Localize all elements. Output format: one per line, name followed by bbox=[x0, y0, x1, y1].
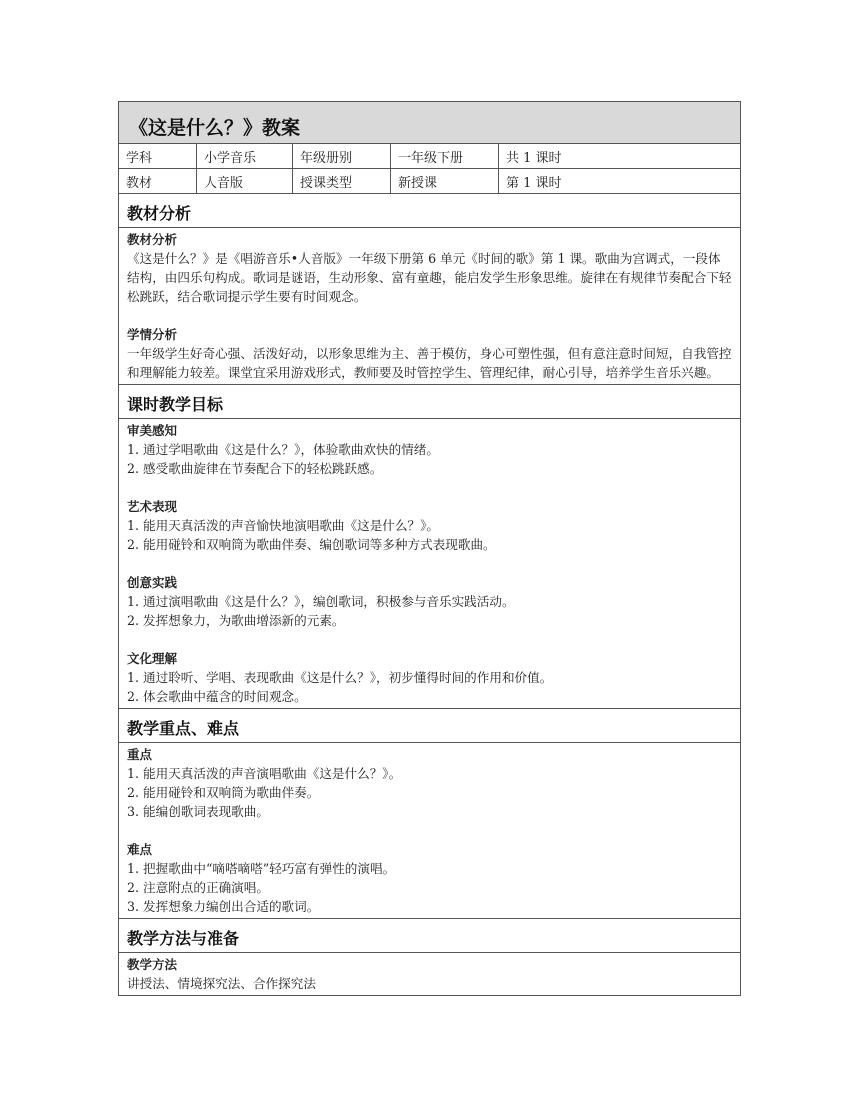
subheading: 学情分析 bbox=[127, 327, 178, 342]
info-cell: 新授课 bbox=[391, 169, 499, 193]
info-row-2 bbox=[119, 169, 740, 194]
info-cell: 年级册别 bbox=[293, 144, 391, 168]
subheading: 重点 bbox=[127, 747, 153, 762]
list-item: 2. 注意附点的正确演唱。 bbox=[127, 880, 269, 895]
section-body-teaching-goals bbox=[119, 419, 740, 709]
list-item: 2. 感受歌曲旋律在节奏配合下的轻松跳跃感。 bbox=[127, 461, 383, 476]
list-item: 2. 能用碰铃和双响筒为歌曲伴奏、编创歌词等多种方式表现歌曲。 bbox=[127, 537, 496, 552]
list-item: 2. 体会歌曲中蕴含的时间观念。 bbox=[127, 689, 307, 704]
subheading: 艺术表现 bbox=[127, 499, 178, 514]
list-item: 2. 发挥想象力，为歌曲增添新的元素。 bbox=[127, 613, 345, 628]
lesson-plan-table bbox=[118, 101, 741, 996]
list-item: 1. 通过聆听、学唱、表现歌曲《这是什么？》，初步懂得时间的作用和价值。 bbox=[127, 670, 553, 685]
section-body-key-points bbox=[119, 743, 740, 919]
list-item: 1. 能用天真活泼的声音愉快地演唱歌曲《这是什么？》。 bbox=[127, 518, 439, 533]
section-heading-key-points: 教学重点、难点 bbox=[119, 709, 740, 743]
subheading: 难点 bbox=[127, 842, 153, 857]
section-body-material-analysis bbox=[119, 228, 740, 385]
subheading: 文化理解 bbox=[127, 651, 178, 666]
paragraph: 一年级学生好奇心强、活泼好动，以形象思维为主、善于模仿，身心可塑性强，但有意注意时间短，自我管控和理解能力较差。课堂宜采用游戏形式，教师要及时管控学生、管理纪律，耐心引导，培养学生音乐兴趣。 bbox=[127, 346, 732, 380]
list-item: 1. 把握歌曲中“嘀嗒嘀嗒”轻巧富有弹性的演唱。 bbox=[127, 861, 396, 876]
paragraph: 讲授法、情境探究法、合作探究法 bbox=[127, 976, 316, 991]
section-heading-material-analysis: 教材分析 bbox=[119, 194, 740, 228]
list-item: 1. 能用天真活泼的声音演唱歌曲《这是什么？》。 bbox=[127, 766, 402, 781]
subheading: 创意实践 bbox=[127, 575, 178, 590]
subheading: 教材分析 bbox=[127, 232, 178, 247]
list-item: 2. 能用碰铃和双响筒为歌曲伴奏。 bbox=[127, 785, 320, 800]
list-item: 1. 通过学唱歌曲《这是什么？》，体验歌曲欢快的情绪。 bbox=[127, 442, 439, 457]
info-cell: 一年级下册 bbox=[391, 144, 499, 168]
subheading: 教学方法 bbox=[127, 957, 178, 972]
list-item: 3. 能编创歌词表现歌曲。 bbox=[127, 804, 269, 819]
list-item: 3. 发挥想象力编创出合适的歌词。 bbox=[127, 899, 320, 914]
section-heading-teaching-goals: 课时教学目标 bbox=[119, 385, 740, 419]
section-heading-methods: 教学方法与准备 bbox=[119, 919, 740, 953]
section-body-methods bbox=[119, 953, 740, 995]
info-cell: 小学音乐 bbox=[197, 144, 293, 168]
info-row-1 bbox=[119, 144, 740, 169]
info-cell: 共 1 课时 bbox=[506, 150, 562, 166]
info-cell: 人音版 bbox=[197, 169, 293, 193]
list-item: 1. 通过演唱歌曲《这是什么？》，编创歌词，积极参与音乐实践活动。 bbox=[127, 594, 515, 609]
info-cell: 第 1 课时 bbox=[506, 175, 562, 191]
paragraph: 《这是什么？》是《唱游音乐•人音版》一年级下册第 6 单元《时间的歌》第 1 课。歌曲为宫调式，一段体结构，由四乐句构成。歌词是谜语，生动形象、富有童趣，能启发学生形象思维。旋律在有规律节奏配合下轻松跳跃，结合歌词提示学生要有时间观念。 bbox=[127, 251, 732, 304]
info-cell: 教材 bbox=[119, 169, 197, 193]
info-cell: 学科 bbox=[119, 144, 197, 168]
info-cell: 授课类型 bbox=[293, 169, 391, 193]
subheading: 审美感知 bbox=[127, 423, 178, 438]
document-title: 《这是什么？》教案 bbox=[119, 102, 740, 144]
